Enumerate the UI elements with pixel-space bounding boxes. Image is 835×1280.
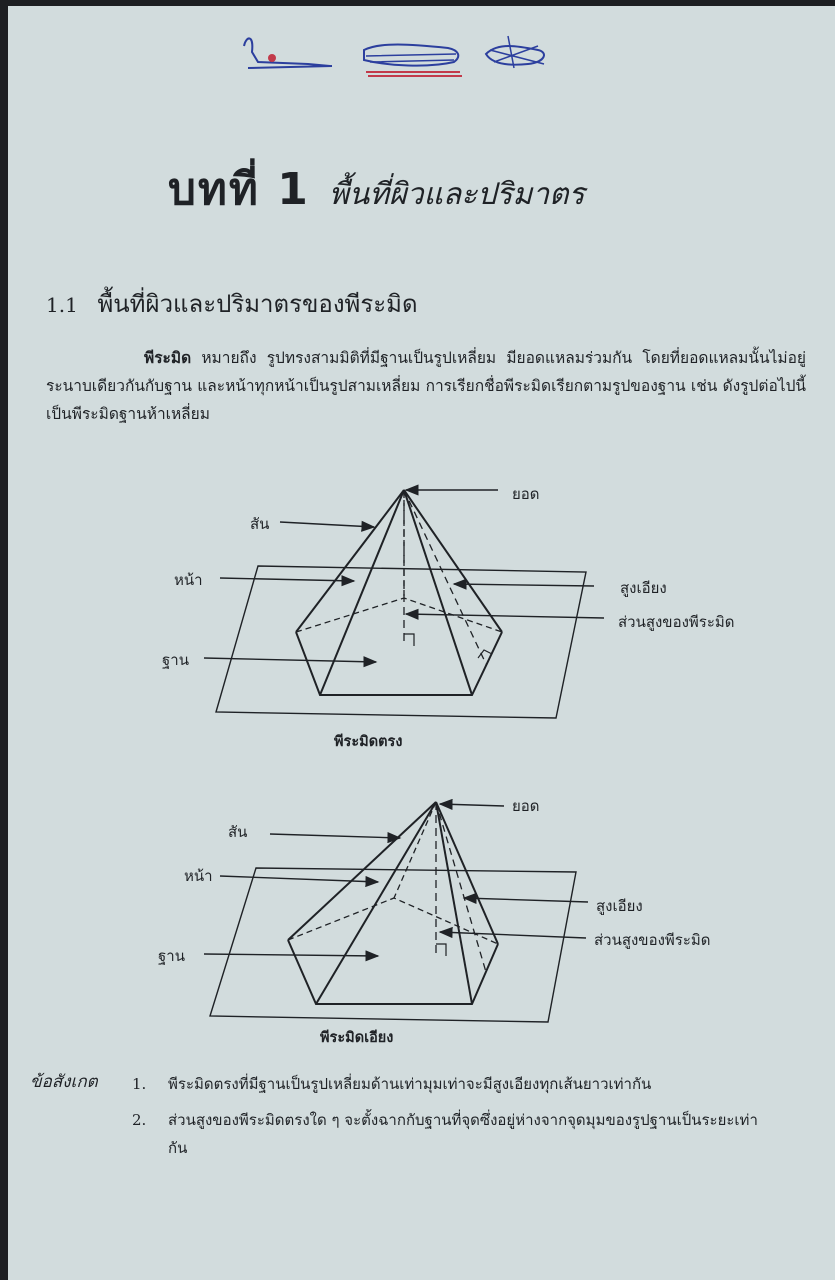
note-number: 1. [132, 1075, 147, 1093]
chapter-label: บทที่ 1 [168, 164, 310, 215]
label-face-1: หน้า [174, 571, 203, 589]
label-edge-2: สัน [228, 823, 248, 841]
note-item [132, 1106, 772, 1162]
term-pyramid: พีระมิด [144, 349, 192, 367]
chapter-title: พื้นที่ผิวและปริมาตร [328, 177, 585, 212]
note-item [132, 1070, 772, 1098]
label-base-2: ฐาน [158, 947, 185, 965]
note-text: ส่วนสูงของพีระมิดตรงใด ๆ จะตั้งฉากกับฐานที่จุดซึ่งอยู่ห่างจากจุดมุมของรูปฐานเป็นระยะเท่ากัน [168, 1111, 758, 1157]
label-apex-1: ยอด [512, 485, 540, 503]
caption-right-pyramid: พีระมิดตรง [334, 734, 403, 750]
notes-heading: ข้อสังเกต [30, 1072, 98, 1092]
label-height-1: ส่วนสูงของพีระมิด [618, 613, 735, 631]
intro-text: หมายถึง รูปทรงสามมิติที่มีฐานเป็นรูปเหลี่ยม มียอดแหลมร่วมกัน โดยที่ยอดแหลมนั้นไม่อยู่ระนาบเดียวกันกับฐาน และหน้าทุกหน้าเป็นรูปสามเหลี่ยม การเรียกชื่อพีระมิดเรียกตามรูปของฐาน เช่น ดังรูปต่อไปนี้เป็นพีระมิดฐานห้าเหลี่ยม [46, 349, 806, 423]
label-face-2: หน้า [184, 867, 213, 885]
section-title: พื้นที่ผิวและปริมาตรของพีระมิด [97, 290, 418, 318]
label-edge-1: สัน [250, 515, 270, 533]
label-slant-1: สูงเอียง [620, 579, 667, 597]
note-text: พีระมิดตรงที่มีฐานเป็นรูปเหลี่ยมด้านเท่ามุมเท่าจะมีสูงเอียงทุกเส้นยาวเท่ากัน [168, 1075, 652, 1093]
section-number: 1.1 [46, 293, 78, 317]
label-slant-2: สูงเอียง [596, 897, 643, 915]
book-page [8, 6, 835, 1280]
label-height-2: ส่วนสูงของพีระมิด [594, 931, 711, 949]
label-base-1: ฐาน [162, 651, 189, 669]
note-number: 2. [132, 1111, 147, 1129]
caption-oblique-pyramid: พีระมิดเอียง [320, 1030, 394, 1046]
label-apex-2: ยอด [512, 797, 540, 815]
